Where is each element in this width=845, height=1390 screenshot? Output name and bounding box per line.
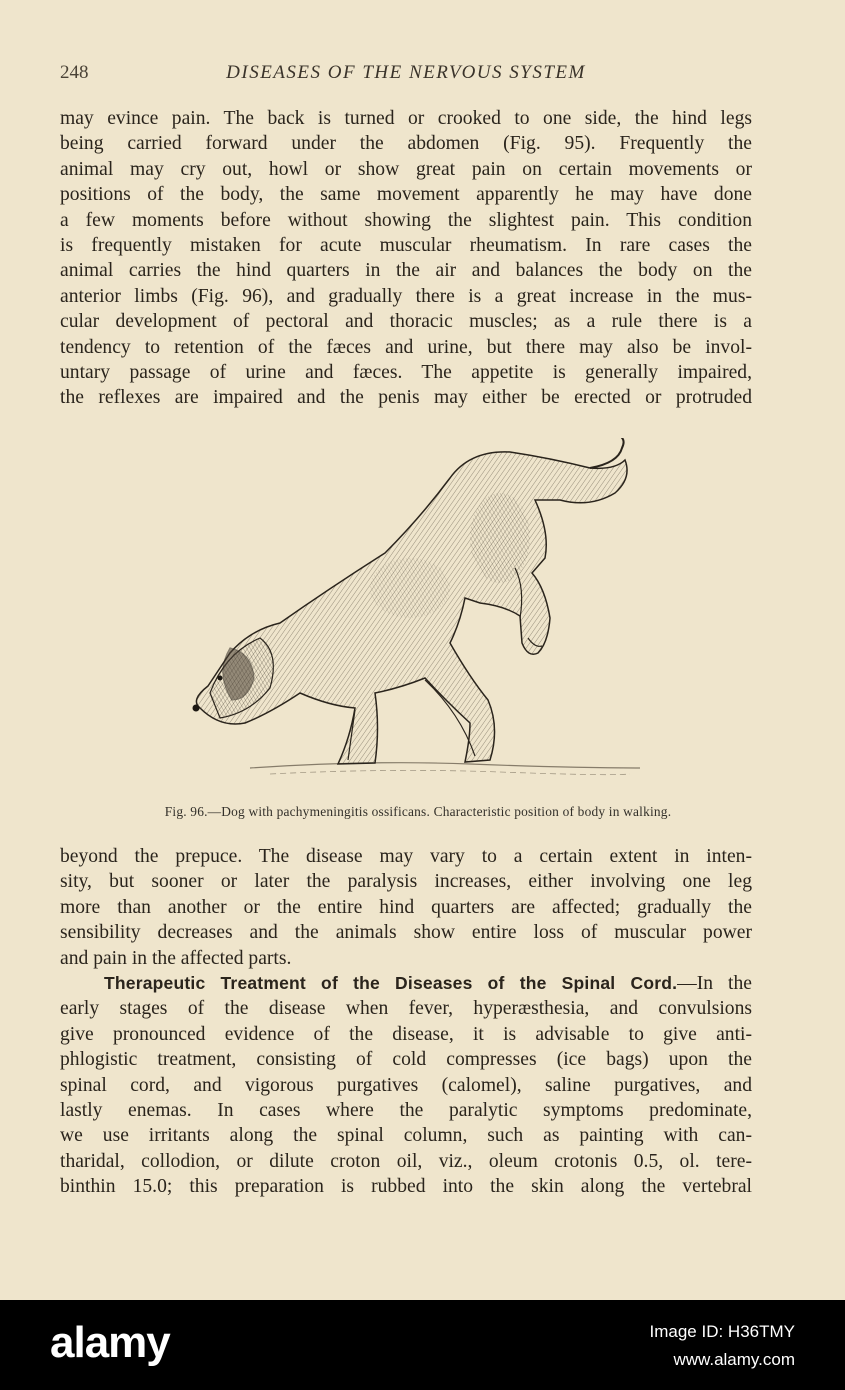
text-line: binthin 15.0; this preparation is rubbed into the skin along the vertebral xyxy=(60,1176,752,1198)
text-line: we use irritants along the spinal column, such as painting with can- xyxy=(60,1125,752,1147)
text-line: animal carries the hind quarters in the air and balances the body on the xyxy=(60,260,752,282)
text-line: lastly enemas. In cases where the paralytic symptoms predominate, xyxy=(60,1100,752,1122)
text-line: a few moments before without showing the slightest pain. This condition xyxy=(60,209,752,231)
text-line: is frequently mistaken for acute muscular rheumatism. In rare cases the xyxy=(60,235,752,257)
text-line: anterior limbs (Fig. 96), and gradually there is a great increase in the mus- xyxy=(60,285,752,307)
text-line: tharidal, collodion, or dilute croton oil, viz., oleum crotonis 0.5, ol. tere- xyxy=(60,1150,752,1172)
figure-caption: Fig. 96.—Dog with pachymeningitis ossificans. Characteristic position of body in walking. xyxy=(164,804,672,819)
text-line: being carried forward under the abdomen (Fig. 95). Frequently the xyxy=(60,133,752,155)
text-line: cular development of pectoral and thoracic muscles; as a rule there is a xyxy=(60,311,752,333)
text-line: more than another or the entire hind quarters are affected; gradually the xyxy=(60,896,752,918)
text-line: animal may cry out, howl or show great pain on certain movements or xyxy=(60,158,752,180)
dog-illustration xyxy=(170,438,650,788)
text-line: sity, but sooner or later the paralysis increases, either involving one leg xyxy=(60,871,752,893)
text-line: and pain in the affected parts. xyxy=(60,947,292,969)
page-number: 248 xyxy=(60,62,89,83)
section-heading: Therapeutic Treatment of the Diseases of the Spinal Cord. xyxy=(104,973,678,994)
image-id-label: Image ID: H36TMY xyxy=(649,1322,795,1341)
text-line: beyond the prepuce. The disease may vary to a certain extent in inten- xyxy=(60,846,752,867)
text-line: may evince pain. The back is turned or crooked to one side, the hind legs xyxy=(60,108,752,129)
text-line: phlogistic treatment, consisting of cold compresses (ice bags) upon the xyxy=(60,1049,752,1071)
text-line: early stages of the disease when fever, hyperæsthesia, and convulsions xyxy=(60,998,752,1020)
text-line: positions of the body, the same movement apparently he may have done xyxy=(60,184,752,206)
site-url: www.alamy.com xyxy=(673,1350,795,1369)
heading-line-rest: —In the xyxy=(677,973,752,995)
top-paragraph xyxy=(60,106,752,411)
page-header xyxy=(60,62,752,86)
text-line: sensibility decreases and the animals show entire loss of muscular power xyxy=(60,922,752,944)
text-line: untary passage of urine and fæces. The appetite is generally impaired, xyxy=(60,362,752,384)
stock-footer-bar xyxy=(0,1300,845,1390)
text-line: give pronounced evidence of the disease, it is advisable to give anti- xyxy=(60,1023,752,1045)
running-title: DISEASES OF THE NERVOUS SYSTEM xyxy=(226,62,586,83)
treatment-first-line xyxy=(60,971,752,996)
brand-logo: alamy xyxy=(50,1318,170,1367)
text-line: the reflexes are impaired and the penis may either be erected or protruded xyxy=(60,387,752,409)
text-line: spinal cord, and vigorous purgatives (calomel), saline purgatives, and xyxy=(60,1074,752,1096)
bottom-paragraph xyxy=(60,844,752,1200)
text-line: tendency to retention of the fæces and urine, but there may also be invol- xyxy=(60,336,752,358)
